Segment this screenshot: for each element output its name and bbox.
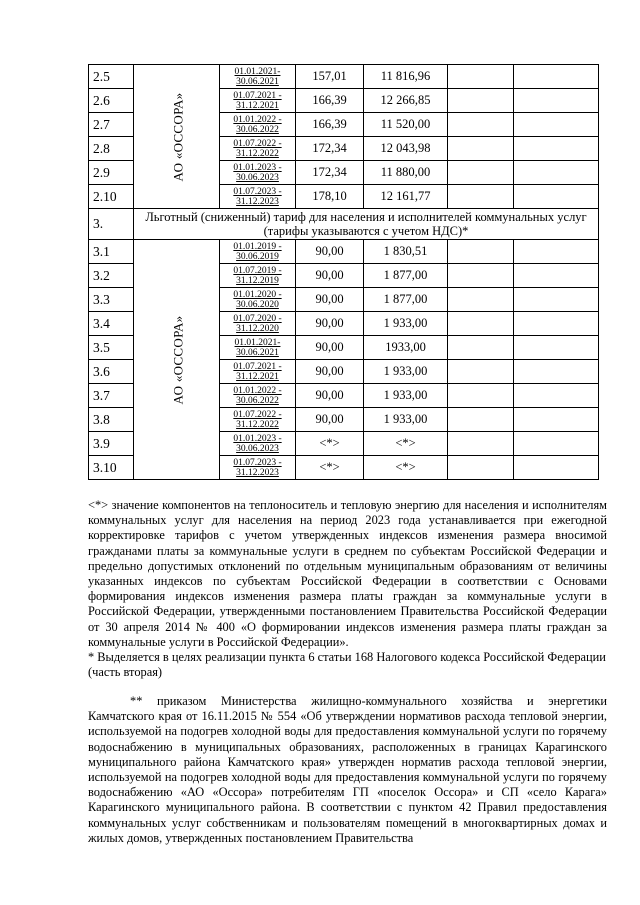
- row-number: 3.5: [89, 336, 134, 360]
- period-start: 01.07.2020 -: [233, 313, 282, 324]
- empty-cell: [448, 264, 514, 288]
- organization-cell: [134, 65, 220, 209]
- period-cell: [220, 456, 296, 480]
- period-start: 01.07.2023 -: [233, 457, 282, 468]
- tariff-value-1: 178,10: [296, 185, 364, 209]
- empty-cell: [514, 336, 599, 360]
- empty-cell: [448, 312, 514, 336]
- empty-cell: [514, 185, 599, 209]
- period-cell: [220, 113, 296, 137]
- tariff-value-1: 90,00: [296, 264, 364, 288]
- period-cell: [220, 264, 296, 288]
- tariff-value-1: 90,00: [296, 336, 364, 360]
- empty-cell: [514, 161, 599, 185]
- empty-cell: [448, 161, 514, 185]
- empty-cell: [448, 360, 514, 384]
- tariff-value-2: 1933,00: [364, 336, 448, 360]
- row-number: 3.1: [89, 240, 134, 264]
- row-number: 2.9: [89, 161, 134, 185]
- period-end: 31.12.2021: [236, 371, 279, 382]
- tariff-value-2: 1 933,00: [364, 360, 448, 384]
- period-end: 31.12.2020: [236, 323, 279, 334]
- tariff-value-2: <*>: [364, 456, 448, 480]
- period-cell: [220, 360, 296, 384]
- tariff-value-1: <*>: [296, 432, 364, 456]
- period-start: 01.07.2021 -: [233, 361, 282, 372]
- row-number: 2.6: [89, 89, 134, 113]
- period-start: 01.01.2022 -: [233, 385, 282, 396]
- tariff-value-1: 166,39: [296, 113, 364, 137]
- row-number: 2.7: [89, 113, 134, 137]
- tariff-value-2: <*>: [364, 432, 448, 456]
- empty-cell: [514, 137, 599, 161]
- tariff-value-1: 166,39: [296, 89, 364, 113]
- table-row: [89, 65, 599, 89]
- tariff-value-1: 90,00: [296, 384, 364, 408]
- tariff-value-1: 90,00: [296, 288, 364, 312]
- period-end: 30.06.2022: [236, 124, 279, 135]
- asterisk-footnote-text: <*> значение компонентов на теплоноситель и тепловую энергию для населения и исполнителям коммунальных услуг для населения на период 2023 года устанавливается при ежегодной корректировке тарифов с учетом утвержденных индексов изменения размера вносимой гражданами платы за коммунальные услуги в среднем по субъектам Российской Федерации и предельно допустимых отклонений по отдельным муниципальным образованиям от величины указанных индексов по субъектам Российской Федерации в соответствии с Основами формирования индексов изменения размера платы граждан за коммунальные услуги в Российской Федерации, утвержденными постановлением Правительства Российской Федерации от 30 апреля 2014 № 400 «О формировании индексов изменения размера платы граждан за коммунальные услуги в Российской Федерации».: [88, 498, 607, 649]
- period-end: 31.12.2019: [236, 275, 279, 286]
- empty-cell: [448, 336, 514, 360]
- period-start: 01.07.2022 -: [233, 138, 282, 149]
- tariff-value-2: 1 877,00: [364, 264, 448, 288]
- period-end: 30.06.2020: [236, 299, 279, 310]
- row-number: 2.8: [89, 137, 134, 161]
- section-title: Льготный (сниженный) тариф для населения и исполнителей коммунальных услуг (тарифы указываются с учетом НДС)*: [134, 209, 599, 240]
- period-end: 30.06.2022: [236, 395, 279, 406]
- period-start: 01.07.2021 -: [233, 90, 282, 101]
- period-start: 01.01.2020 -: [233, 289, 282, 300]
- period-start: 01.01.2023 -: [233, 433, 282, 444]
- empty-cell: [514, 264, 599, 288]
- order-footnote: [88, 694, 607, 846]
- period-end: 31.12.2021: [236, 100, 279, 111]
- table-row: [89, 240, 599, 264]
- tariff-value-1: 172,34: [296, 137, 364, 161]
- empty-cell: [448, 408, 514, 432]
- tariff-value-2: 11 816,96: [364, 65, 448, 89]
- row-number: 2.10: [89, 185, 134, 209]
- period-cell: [220, 185, 296, 209]
- period-end: 30.06.2021: [236, 76, 279, 87]
- row-number: 3.8: [89, 408, 134, 432]
- empty-cell: [448, 432, 514, 456]
- tariff-value-1: 172,34: [296, 161, 364, 185]
- period-cell: [220, 384, 296, 408]
- period-cell: [220, 89, 296, 113]
- tariff-value-2: 11 520,00: [364, 113, 448, 137]
- empty-cell: [448, 137, 514, 161]
- period-cell: [220, 65, 296, 89]
- vat-footnote: [88, 650, 607, 680]
- section-row: [89, 209, 599, 240]
- period-cell: [220, 240, 296, 264]
- vat-footnote-text: * Выделяется в целях реализации пункта 6 статьи 168 Налогового кодекса Российской Федерации (часть вторая): [88, 650, 606, 680]
- period-cell: [220, 312, 296, 336]
- tariff-value-2: 1 933,00: [364, 384, 448, 408]
- empty-cell: [514, 432, 599, 456]
- row-number: 3.9: [89, 432, 134, 456]
- section-number: 3.: [89, 209, 134, 240]
- empty-cell: [514, 360, 599, 384]
- period-end: 31.12.2023: [236, 196, 279, 207]
- row-number: 2.5: [89, 65, 134, 89]
- period-cell: [220, 161, 296, 185]
- empty-cell: [514, 89, 599, 113]
- period-start: 01.01.2023 -: [233, 162, 282, 173]
- empty-cell: [514, 65, 599, 89]
- organization-cell: [134, 240, 220, 480]
- tariff-value-1: 157,01: [296, 65, 364, 89]
- row-number: 3.10: [89, 456, 134, 480]
- row-number: 3.3: [89, 288, 134, 312]
- period-start: 01.07.2023 -: [233, 186, 282, 197]
- empty-cell: [448, 384, 514, 408]
- empty-cell: [514, 384, 599, 408]
- empty-cell: [448, 185, 514, 209]
- order-footnote-text: ** приказом Министерства жилищно-коммунального хозяйства и энергетики Камчатского края от 16.11.2015 № 554 «Об утверждении нормативов расхода тепловой энергии, используемой на подогрев холодной воды для предоставления коммунальной услуги по горячему водоснабжению в муниципальных образованиях, расположенных в границах Карагинского муниципального района Камчатского края» утвержден норматив расхода тепловой энергии, используемой на подогрев холодной воды для предоставления коммунальной услуги по горячему водоснабжению «АО «Оссора» потребителям ГП «поселок Оссора» и СП «село Карага» Карагинского муниципального района. В соответствии с пунктом 42 Правил предоставления коммунальных услуг собственникам и пользователям помещений в многоквартирных домах и жилых домов, утвержденных постановлением Правительства: [88, 694, 607, 845]
- tariff-value-2: 1 877,00: [364, 288, 448, 312]
- empty-cell: [448, 240, 514, 264]
- empty-cell: [514, 408, 599, 432]
- tariff-value-1: 90,00: [296, 240, 364, 264]
- empty-cell: [514, 113, 599, 137]
- period-cell: [220, 288, 296, 312]
- empty-cell: [448, 113, 514, 137]
- asterisk-footnote: [88, 498, 607, 650]
- period-end: 31.12.2022: [236, 419, 279, 430]
- empty-cell: [448, 456, 514, 480]
- period-start: 01.01.2022 -: [233, 114, 282, 125]
- row-number: 3.4: [89, 312, 134, 336]
- period-start: 01.07.2019 -: [233, 265, 282, 276]
- tariff-value-2: 11 880,00: [364, 161, 448, 185]
- period-cell: [220, 408, 296, 432]
- tariff-value-1: <*>: [296, 456, 364, 480]
- tariff-value-1: 90,00: [296, 408, 364, 432]
- empty-cell: [448, 288, 514, 312]
- empty-cell: [514, 456, 599, 480]
- period-end: 30.06.2019: [236, 251, 279, 262]
- row-number: 3.7: [89, 384, 134, 408]
- period-end: 30.06.2023: [236, 172, 279, 183]
- row-number: 3.6: [89, 360, 134, 384]
- tariff-value-2: 12 043,98: [364, 137, 448, 161]
- tariff-value-1: 90,00: [296, 360, 364, 384]
- period-start: 01.01.2021-: [234, 337, 281, 348]
- period-start: 01.07.2022 -: [233, 409, 282, 420]
- period-end: 30.06.2023: [236, 443, 279, 454]
- empty-cell: [448, 89, 514, 113]
- tariff-value-2: 12 161,77: [364, 185, 448, 209]
- tariff-value-2: 1 830,51: [364, 240, 448, 264]
- organization-name: АО «ОССОРА»: [170, 92, 186, 181]
- period-end: 31.12.2023: [236, 467, 279, 478]
- period-cell: [220, 432, 296, 456]
- empty-cell: [514, 288, 599, 312]
- tariff-value-2: 1 933,00: [364, 408, 448, 432]
- period-start: 01.01.2021-: [234, 66, 281, 77]
- period-cell: [220, 137, 296, 161]
- period-end: 30.06.2021: [236, 347, 279, 358]
- empty-cell: [514, 240, 599, 264]
- tariff-value-2: 12 266,85: [364, 89, 448, 113]
- empty-cell: [514, 312, 599, 336]
- period-cell: [220, 336, 296, 360]
- tariff-value-2: 1 933,00: [364, 312, 448, 336]
- row-number: 3.2: [89, 264, 134, 288]
- tariff-table: [88, 64, 599, 480]
- empty-cell: [448, 65, 514, 89]
- period-start: 01.01.2019 -: [233, 241, 282, 252]
- tariff-value-1: 90,00: [296, 312, 364, 336]
- organization-name: АО «ОССОРА»: [170, 315, 186, 404]
- period-end: 31.12.2022: [236, 148, 279, 159]
